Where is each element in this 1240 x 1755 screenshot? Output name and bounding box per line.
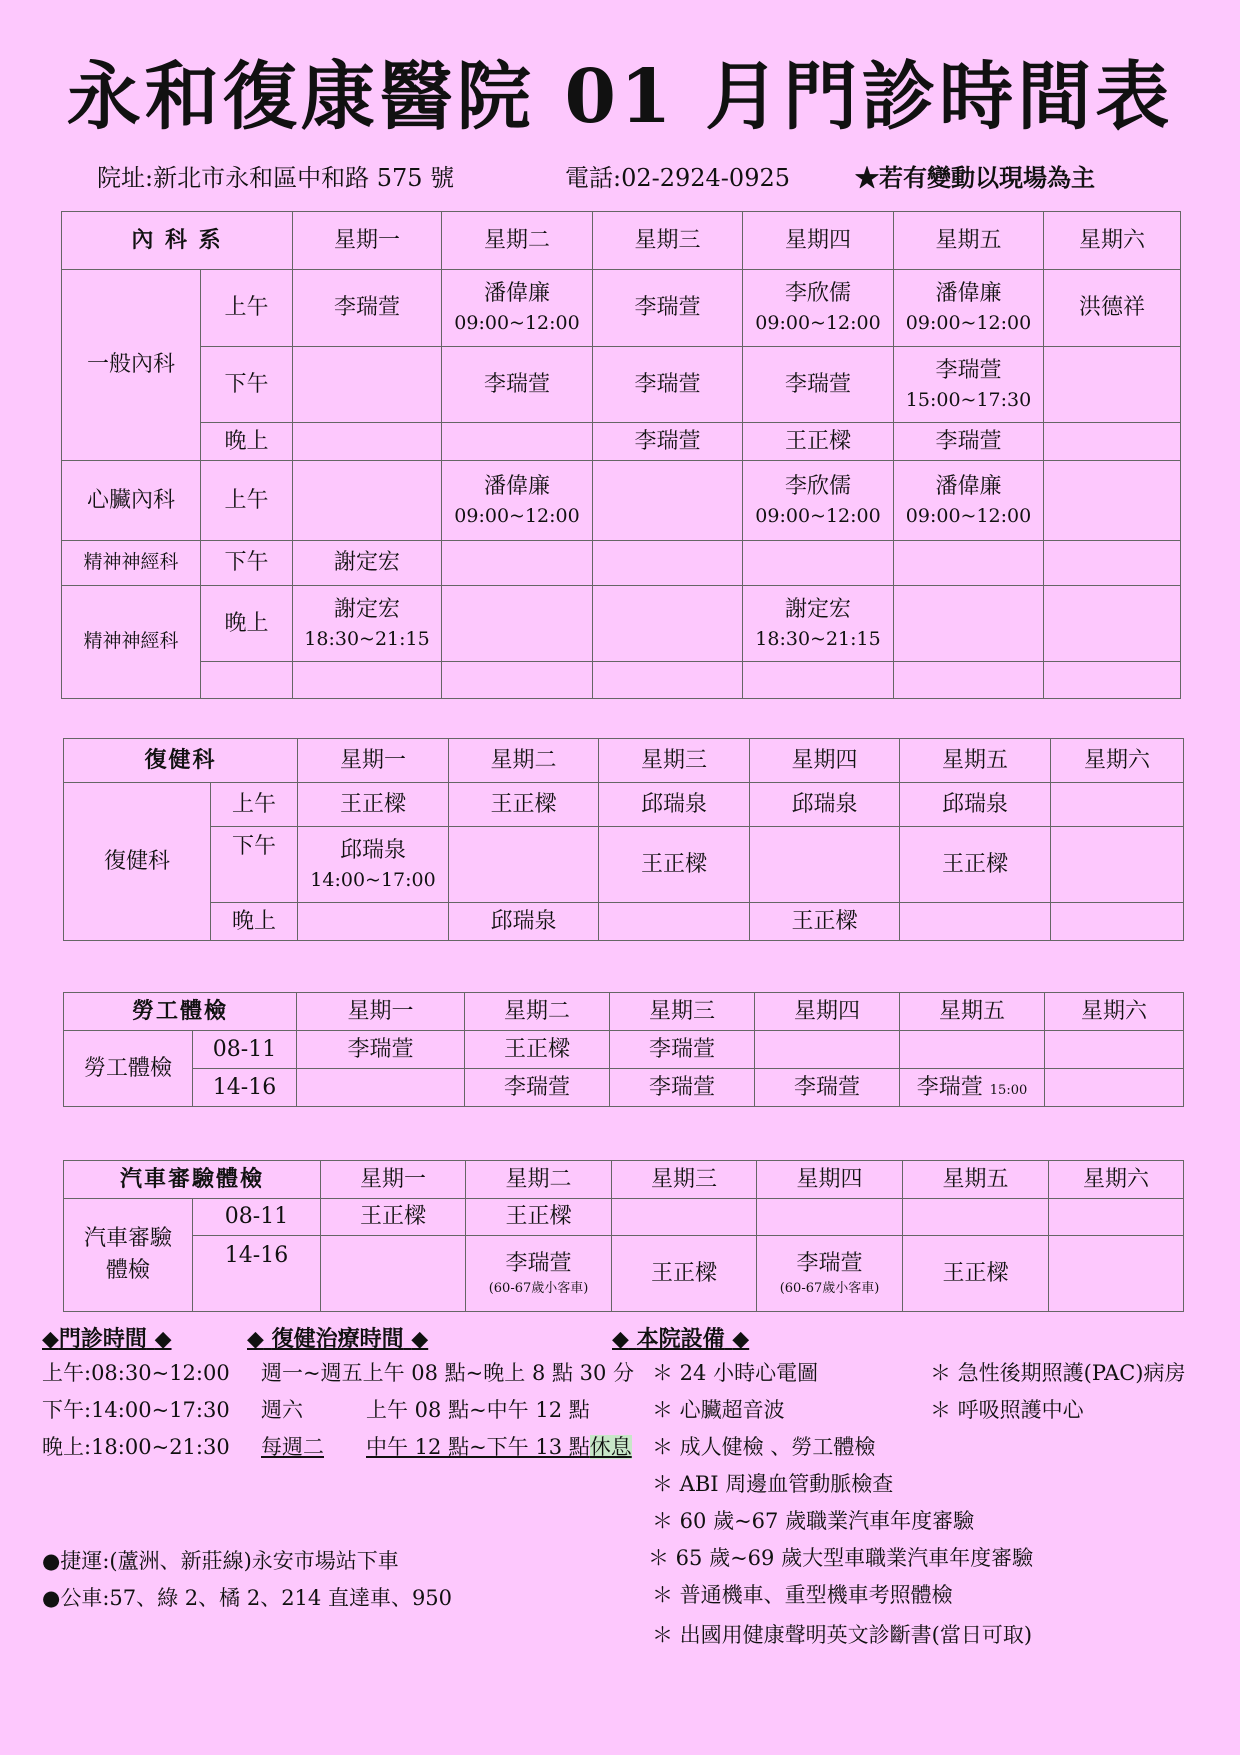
cell xyxy=(593,541,743,586)
cell xyxy=(442,347,593,423)
day-tue: 星期二 xyxy=(465,993,610,1031)
day-sat: 星期六 xyxy=(1049,1161,1184,1199)
car-header: 汽車審驗體檢 xyxy=(64,1161,321,1199)
cell xyxy=(900,1031,1045,1069)
rehab-hours-weekday: 週一~週五上午 08 點~晚上 8 點 30 分 xyxy=(261,1361,635,1385)
facility-item: ＊ 出國用健康聲明英文診斷書(當日可取) xyxy=(652,1623,1033,1647)
clinic-hours-pm: 下午:14:00~17:30 xyxy=(42,1398,230,1422)
slot-eve: 晚上 xyxy=(211,903,298,941)
doctor-name: 李欣儒 xyxy=(785,281,852,307)
diamond-icon: ◆ xyxy=(154,1326,172,1352)
slot-pm: 下午 xyxy=(201,347,293,423)
cell xyxy=(894,662,1044,699)
slot-am: 上午 xyxy=(211,783,298,827)
cell xyxy=(1044,541,1181,586)
day-tue: 星期二 xyxy=(466,1161,612,1199)
day-mon: 星期一 xyxy=(321,1161,466,1199)
day-thu: 星期四 xyxy=(750,739,900,783)
doctor-name: 王正樑 xyxy=(651,1260,718,1286)
slot-eve: 晚上 xyxy=(201,423,293,461)
cell xyxy=(1044,347,1181,423)
cell xyxy=(894,541,1044,586)
cell xyxy=(466,1236,612,1312)
cell: 李瑞萱 xyxy=(610,1031,755,1069)
dept-car-line2: 體檢 xyxy=(105,1258,150,1283)
diamond-icon: ◆ xyxy=(732,1326,750,1352)
dept-psych: 精神神經科 xyxy=(62,586,201,699)
slot-am: 上午 xyxy=(201,270,293,347)
clinic-time: 18:30~21:15 xyxy=(304,627,430,650)
cell xyxy=(903,1199,1049,1236)
rehab-table xyxy=(63,738,1184,941)
clinic-hours-am: 上午:08:30~12:00 xyxy=(42,1361,230,1385)
doctor-name: 李瑞萱 xyxy=(916,1074,983,1100)
cell xyxy=(743,270,894,347)
slot-eve: 晚上 xyxy=(201,586,293,662)
car-inspection-table xyxy=(63,1160,1184,1312)
doctor-name: 李瑞萱 xyxy=(334,295,401,321)
clinic-time: 09:00~12:00 xyxy=(755,504,881,527)
cell: 李瑞萱 xyxy=(297,1031,465,1069)
cell xyxy=(894,461,1044,541)
diamond-icon: ◆ xyxy=(612,1326,629,1352)
cell: 邱瑞泉 xyxy=(750,783,900,827)
day-fri: 星期五 xyxy=(900,739,1051,783)
cell: 王正樑 xyxy=(465,1031,610,1069)
cell xyxy=(442,423,593,461)
cell xyxy=(593,270,743,347)
cell xyxy=(743,586,894,662)
slot-time: 14-16 xyxy=(193,1069,297,1107)
day-fri: 星期五 xyxy=(894,212,1044,270)
facility-item: ＊ ABI 周邊血管動脈檢查 xyxy=(652,1472,894,1496)
day-wed: 星期三 xyxy=(593,212,743,270)
cell xyxy=(293,461,442,541)
doctor-name: 李瑞萱 xyxy=(505,1251,572,1277)
page-title: 永和復康醫院 01 月門診時間表 xyxy=(66,54,1174,140)
doctor-name: 李欣儒 xyxy=(785,473,852,499)
cell xyxy=(612,1199,757,1236)
clinic-time: 09:00~12:00 xyxy=(905,312,1032,335)
cell xyxy=(599,827,750,903)
diamond-icon: ◆ xyxy=(247,1326,264,1352)
cell xyxy=(593,461,743,541)
rehab-hours-sat-label: 週六 xyxy=(261,1398,303,1422)
facility-item: ＊ 65 歲~69 歲大型車職業汽車年度審驗 xyxy=(648,1546,1034,1570)
clinic-time: 09:00~12:00 xyxy=(755,312,881,335)
cell xyxy=(743,461,894,541)
cell xyxy=(1051,783,1184,827)
cell xyxy=(293,662,442,699)
day-sat: 星期六 xyxy=(1051,739,1184,783)
cell xyxy=(201,662,293,699)
cell xyxy=(1044,586,1181,662)
cell xyxy=(894,270,1044,347)
clinic-time: 09:00~12:00 xyxy=(454,504,580,527)
dept-labor: 勞工體檢 xyxy=(64,1031,193,1107)
rehab-hours-title: ◆ 復健治療時間 ◆ xyxy=(247,1326,429,1352)
cell xyxy=(293,347,442,423)
phone: 電話:02-2924-0925 xyxy=(565,164,790,192)
doctor-name: 李瑞萱 xyxy=(935,357,1002,383)
cell xyxy=(894,347,1044,423)
cell xyxy=(298,903,449,941)
facility-item: ＊ 急性後期照護(PAC)病房 xyxy=(930,1361,1186,1385)
cell xyxy=(757,1199,903,1236)
slot-time: 08-11 xyxy=(193,1031,297,1069)
cell: 李瑞萱 xyxy=(593,423,743,461)
dept-psych: 精神神經科 xyxy=(62,541,201,586)
internal-header: 內 科 系 xyxy=(62,212,293,270)
cell: 邱瑞泉 xyxy=(449,903,599,941)
cell: 李瑞萱 xyxy=(465,1069,610,1107)
dept-rehab: 復健科 xyxy=(64,783,211,941)
cell xyxy=(599,903,750,941)
day-tue: 星期二 xyxy=(449,739,599,783)
facility-item: ＊ 成人健檢 、勞工體檢 xyxy=(652,1435,876,1459)
doctor-name: 王正樑 xyxy=(942,1260,1009,1286)
clinic-hours-eve: 晚上:18:00~21:30 xyxy=(42,1435,230,1459)
facility-item: ＊ 24 小時心電圖 xyxy=(652,1361,819,1385)
cell xyxy=(612,1236,757,1312)
labor-header: 勞工體檢 xyxy=(64,993,297,1031)
cell xyxy=(1051,903,1184,941)
cell xyxy=(1051,827,1184,903)
doctor-name: 李瑞萱 xyxy=(634,371,701,397)
cell xyxy=(757,1236,903,1312)
dept-car xyxy=(64,1199,193,1312)
cell xyxy=(297,1069,465,1107)
clinic-time: 09:00~12:00 xyxy=(905,504,1032,527)
day-sat: 星期六 xyxy=(1044,212,1181,270)
doctor-name: 李瑞萱 xyxy=(634,295,701,321)
cell xyxy=(442,662,593,699)
diamond-icon: ◆ xyxy=(42,1326,59,1352)
cell-note: (60-67歲小客車) xyxy=(488,1281,589,1297)
cell: 王正樑 xyxy=(298,783,449,827)
day-fri: 星期五 xyxy=(900,993,1045,1031)
cell xyxy=(743,541,894,586)
cell xyxy=(900,827,1051,903)
cell xyxy=(900,903,1051,941)
day-fri: 星期五 xyxy=(903,1161,1049,1199)
cell xyxy=(449,827,599,903)
cell xyxy=(900,1069,1045,1107)
doctor-name: 李瑞萱 xyxy=(484,371,551,397)
clinic-time: 15:00~17:30 xyxy=(905,388,1032,411)
slot-am: 上午 xyxy=(201,461,293,541)
clinic-time: 09:00~12:00 xyxy=(454,312,580,335)
doctor-name: 謝定宏 xyxy=(334,596,401,622)
slot-time: 08-11 xyxy=(193,1199,321,1236)
cell xyxy=(593,662,743,699)
cell xyxy=(593,347,743,423)
doctor-name: 潘偉廉 xyxy=(935,473,1002,499)
clinic-time: 18:30~21:15 xyxy=(755,627,881,650)
rehab-hours-sat: 上午 08 點~中午 12 點 xyxy=(366,1398,590,1422)
doctor-name: 王正樑 xyxy=(942,851,1009,877)
facility-item: ＊ 普通機車、重型機車考照體檢 xyxy=(652,1583,953,1607)
slot-pm: 下午 xyxy=(201,541,293,586)
cell xyxy=(442,270,593,347)
doctor-name: 李瑞萱 xyxy=(796,1251,863,1277)
bus-info: ●公車:57、綠 2、橘 2、214 直達車、950 xyxy=(42,1586,453,1610)
doctor-name: 洪德祥 xyxy=(1079,295,1146,321)
cell xyxy=(442,461,593,541)
cell xyxy=(293,423,442,461)
cell xyxy=(442,586,593,662)
clinic-time: 15:00 xyxy=(989,1082,1028,1098)
day-mon: 星期一 xyxy=(293,212,442,270)
cell xyxy=(743,662,894,699)
notice: ★若有變動以現場為主 xyxy=(855,163,1095,192)
doctor-name: 李瑞萱 xyxy=(785,371,852,397)
cell xyxy=(903,1236,1049,1312)
day-wed: 星期三 xyxy=(612,1161,757,1199)
slot-time: 14-16 xyxy=(193,1236,321,1312)
cell: 王正樑 xyxy=(449,783,599,827)
cell: 王正樑 xyxy=(750,903,900,941)
day-wed: 星期三 xyxy=(610,993,755,1031)
day-thu: 星期四 xyxy=(743,212,894,270)
cell xyxy=(1044,662,1181,699)
day-tue: 星期二 xyxy=(442,212,593,270)
rehab-break-label: 每週二 xyxy=(261,1435,324,1459)
cell xyxy=(1044,461,1181,541)
cell: 邱瑞泉 xyxy=(900,783,1051,827)
rehab-break-time: 中午 12 點~下午 13 點休息 xyxy=(366,1435,632,1459)
facility-item: ＊ 呼吸照護中心 xyxy=(930,1398,1084,1422)
cell: 王正樑 xyxy=(466,1199,612,1236)
cell: 王正樑 xyxy=(743,423,894,461)
facility-item: ＊ 60 歲~67 歲職業汽車年度審驗 xyxy=(652,1509,975,1533)
diamond-icon: ◆ xyxy=(411,1326,429,1352)
cell: 王正樑 xyxy=(321,1199,466,1236)
doctor-name: 潘偉廉 xyxy=(484,473,551,499)
cell xyxy=(894,586,1044,662)
day-sat: 星期六 xyxy=(1045,993,1184,1031)
cell: 李瑞萱 xyxy=(610,1069,755,1107)
cell xyxy=(1045,1069,1184,1107)
clinic-time: 14:00~17:00 xyxy=(310,868,436,891)
cell xyxy=(293,270,442,347)
dept-general: 一般內科 xyxy=(62,270,201,461)
cell xyxy=(1044,423,1181,461)
doctor-name: 謝定宏 xyxy=(785,596,852,622)
cell xyxy=(298,827,449,903)
doctor-name: 王正樑 xyxy=(641,851,708,877)
clinic-hours-title: ◆門診時間 ◆ xyxy=(42,1326,172,1352)
day-wed: 星期三 xyxy=(599,739,750,783)
labor-check-table xyxy=(63,992,1184,1107)
slot-pm: 下午 xyxy=(211,827,298,903)
cell xyxy=(293,586,442,662)
rehab-header: 復健科 xyxy=(64,739,298,783)
address: 院址:新北市永和區中和路 575 號 xyxy=(97,164,455,192)
cell-note: (60-67歲小客車) xyxy=(779,1281,880,1297)
cell: 李瑞萱 xyxy=(894,423,1044,461)
cell xyxy=(743,347,894,423)
cell: 邱瑞泉 xyxy=(599,783,750,827)
cell xyxy=(593,586,743,662)
day-mon: 星期一 xyxy=(297,993,465,1031)
cell: 謝定宏 xyxy=(293,541,442,586)
cell xyxy=(1044,270,1181,347)
doctor-name: 邱瑞泉 xyxy=(340,837,407,863)
cell xyxy=(750,827,900,903)
cell xyxy=(1049,1236,1184,1312)
cell xyxy=(1049,1199,1184,1236)
day-mon: 星期一 xyxy=(298,739,449,783)
dept-cardio: 心臟內科 xyxy=(62,461,201,541)
day-thu: 星期四 xyxy=(757,1161,903,1199)
cell xyxy=(442,541,593,586)
internal-medicine-table xyxy=(61,211,1181,699)
doctor-name: 潘偉廉 xyxy=(935,281,1002,307)
mrt-info: ●捷運:(蘆洲、新莊線)永安市場站下車 xyxy=(42,1549,399,1573)
cell xyxy=(755,1031,900,1069)
day-thu: 星期四 xyxy=(755,993,900,1031)
facility-title: ◆ 本院設備 ◆ xyxy=(612,1326,750,1352)
cell xyxy=(1045,1031,1184,1069)
dept-car-line1: 汽車審驗 xyxy=(83,1226,172,1252)
facility-item: ＊ 心臟超音波 xyxy=(652,1398,785,1422)
cell xyxy=(321,1236,466,1312)
doctor-name: 潘偉廉 xyxy=(484,281,551,307)
cell: 李瑞萱 xyxy=(755,1069,900,1107)
